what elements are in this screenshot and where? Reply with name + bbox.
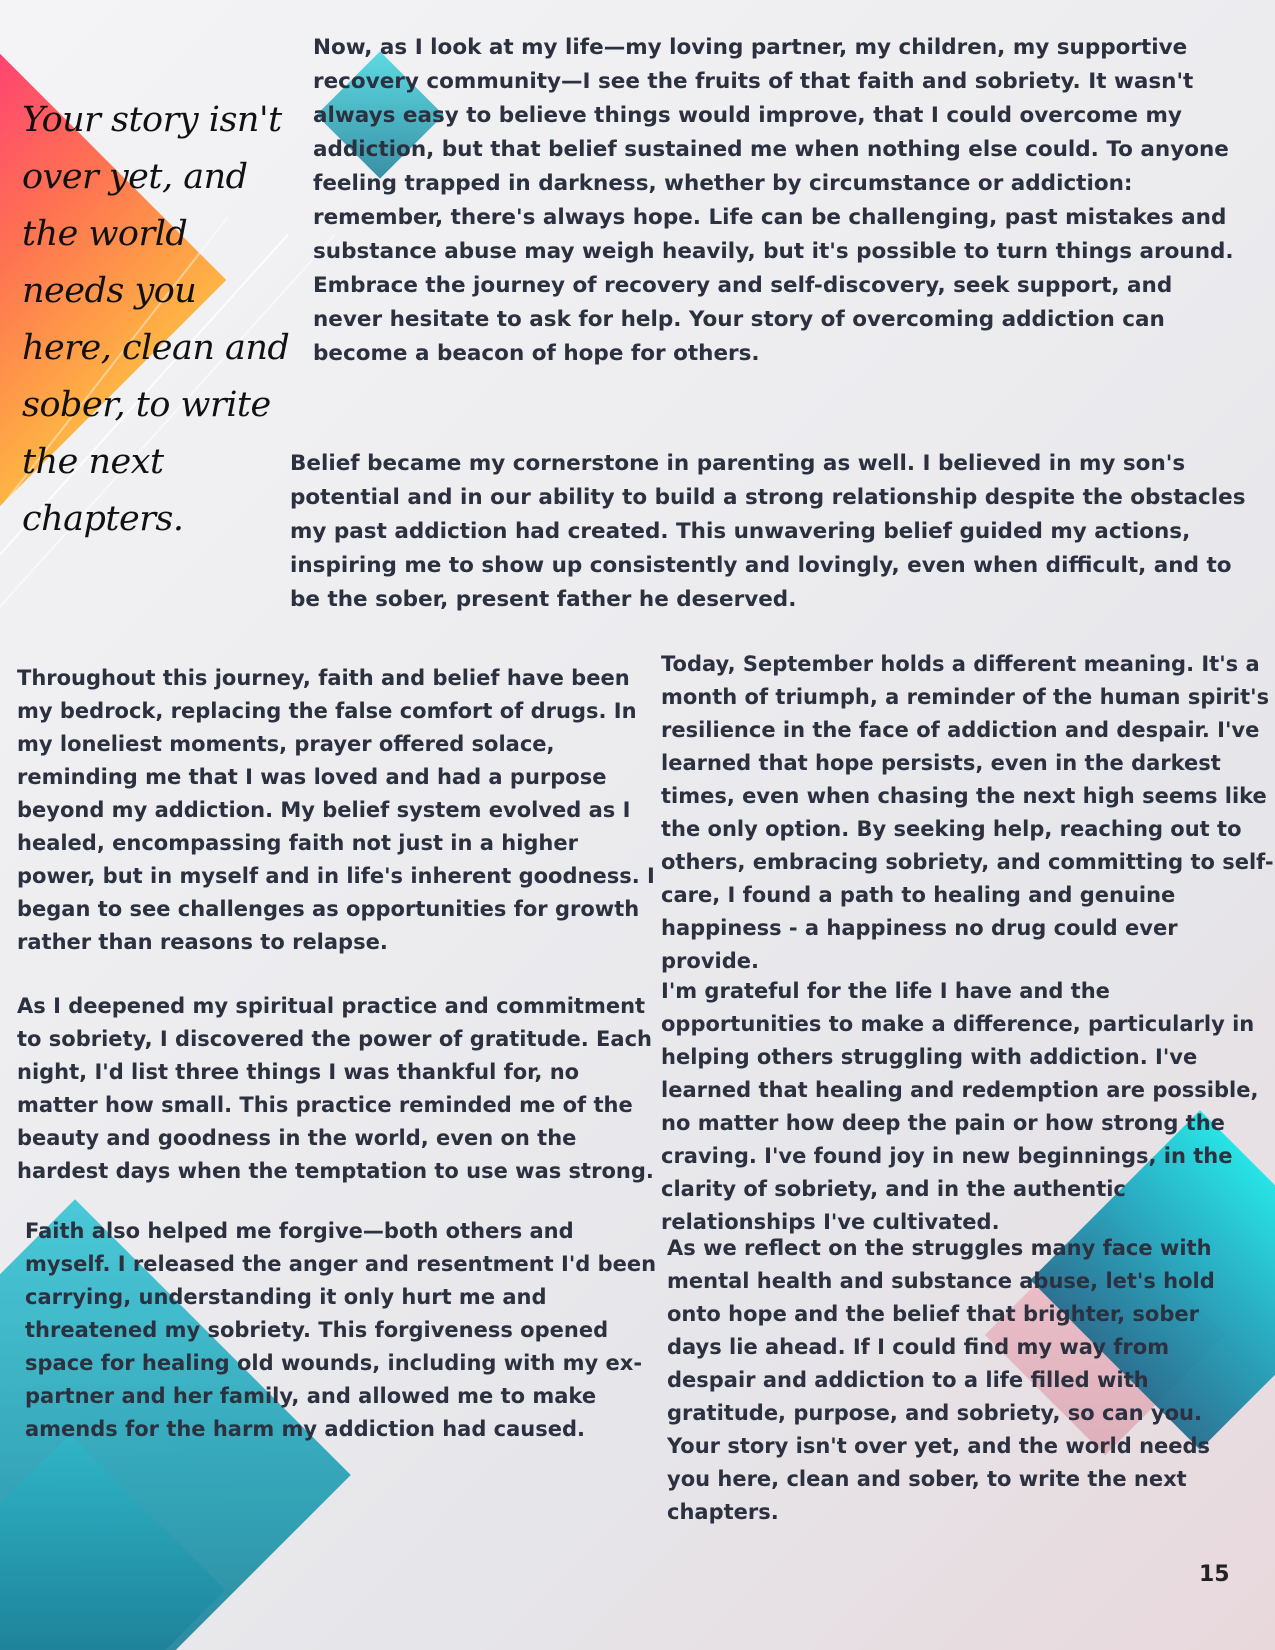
paragraph-grateful: I'm grateful for the life I have and the opportunities to make a difference, particularly in helping others struggling with addiction. I've learned that healing and redemption are possible, no matter how deep the pain or how strong the craving. I've found joy in new beginnings, in the clarity of sobriety, and in the authentic relationships I've cultivated. bbox=[661, 979, 1259, 1234]
paragraph-belief: Belief became my cornerstone in parenting as well. I believed in my son's potential and in our ability to build a strong relationship despite the obstacles my past addiction had created. This unwavering belief guided my actions, inspiring me to show up consistently and lovingly, even when difficult, and to be the sober, present father he deserved. bbox=[290, 451, 1246, 612]
paragraph-reflect: As we reflect on the struggles many face with mental health and substance abuse, let's hold onto hope and the belief that brighter, sober days lie ahead. If I could find my way from despair and addiction to a life filled with gratitude, purpose, and sobriety, so can you. Your story isn't over yet, and the world needs you here, clean and sober, to write the next chapters. bbox=[667, 1236, 1215, 1524]
page-number: 15 bbox=[1199, 1562, 1230, 1587]
paragraph-faith-bedrock: Throughout this journey, faith and belief have been my bedrock, replacing the false comfort of drugs. In my loneliest moments, prayer offered solace, reminding me that I was loved and had a purpose beyond my addiction. My belief system evolved as I healed, encompassing faith not just in a higher power, but in myself and in life's inherent goodness. I began to see challenges as opportunities for growth rather than reasons to relapse. bbox=[17, 666, 655, 954]
pull-quote: Your story isn't over yet, and the world needs you here, clean and sober, to write the next chapters. bbox=[22, 100, 290, 539]
paragraph-intro: Now, as I look at my life—my loving partner, my children, my supportive recovery community—I see the fruits of that faith and sobriety. It wasn't always easy to believe things would improve, that I could overcome my addiction, but that belief sustained me when nothing else could. To anyone feeling trapped in darkness, whether by circumstance or addiction: remember, there's always hope. Life can be challenging, past mistakes and substance abuse may weigh heavily, but it's possible to turn things around. Embrace the journey of recovery and self-discovery, seek support, and never hesitate to ask for help. Your story of overcoming addiction can become a beacon of hope for others. bbox=[313, 35, 1234, 366]
paragraph-gratitude: As I deepened my spiritual practice and commitment to sobriety, I discovered the power of gratitude. Each night, I'd list three things I was thankful for, no matter how small. This practice reminded me of the beauty and goodness in the world, even on the hardest days when the temptation to use was strong. bbox=[17, 994, 654, 1183]
paragraph-forgiveness: Faith also helped me forgive—both others and myself. I released the anger and resentment I'd been carrying, understanding it only hurt me and threatened my sobriety. This forgiveness opened space for healing old wounds, including with my ex-partner and her family, and allowed me to make amends for the harm my addiction had caused. bbox=[25, 1219, 657, 1441]
paragraph-september: Today, September holds a different meaning. It's a month of triumph, a reminder of the human spirit's resilience in the face of addiction and despair. I've learned that hope persists, even in the darkest times, even when chasing the next high seems like the only option. By seeking help, reaching out to others, embracing sobriety, and committing to self-care, I found a path to healing and genuine happiness - a happiness no drug could ever provide. bbox=[661, 652, 1274, 973]
